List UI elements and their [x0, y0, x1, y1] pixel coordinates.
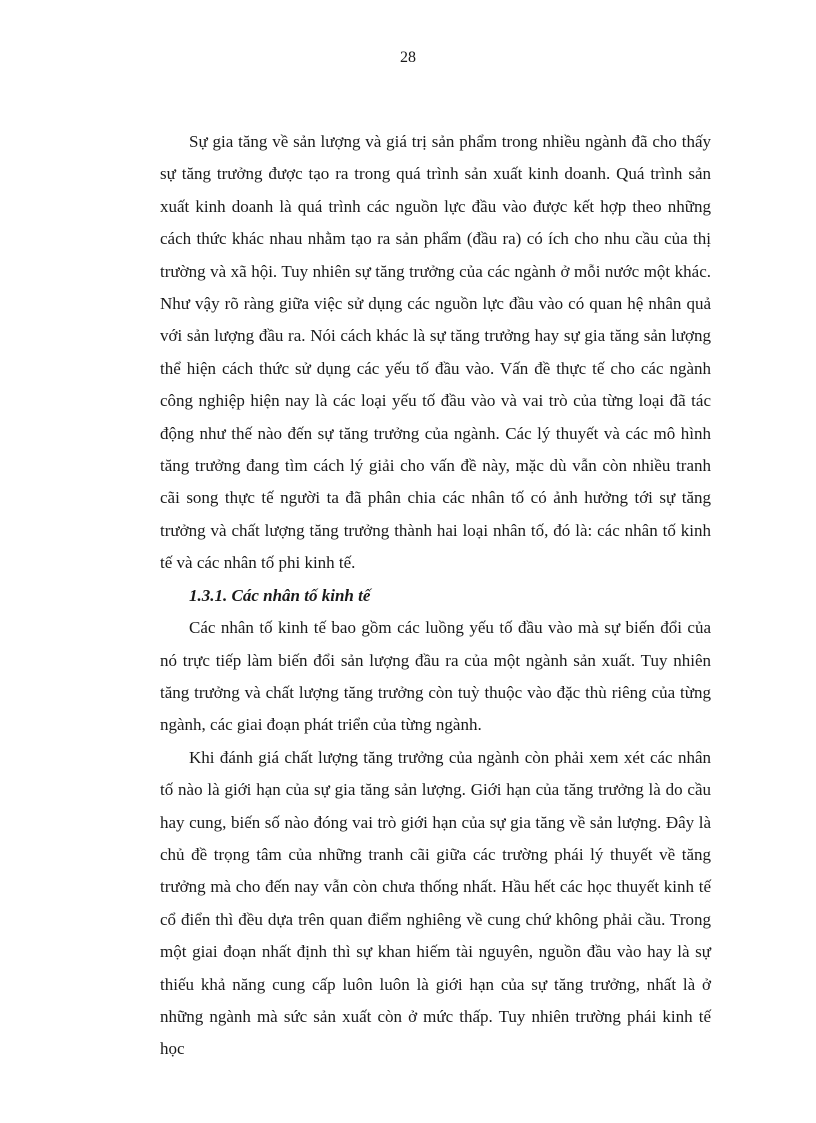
section-heading-economic-factors: 1.3.1. Các nhân tố kinh tế [189, 585, 371, 605]
paragraph-growth-factors-intro: Sự gia tăng về sản lượng và giá trị sản phẩm trong nhiều ngành đã cho thấy sự tăng trưởng được tạo ra trong quá trình sản xuất kinh doanh. Quá trình sản xuất kinh doanh là quá trình các nguồn lực đầu vào được kết hợp theo những cách thức khác nhau nhằm tạo ra sản phẩm (đầu ra) có ích cho nhu cầu của thị trường và xã hội. Tuy nhiên sự tăng trưởng của các ngành ở mỗi nước một khác. Như vậy rõ ràng giữa việc sử dụng các nguồn lực đầu vào có quan hệ nhân quả với sản lượng đầu ra. Nói cách khác là sự tăng trưởng hay sự gia tăng sản lượng thể hiện cách thức sử dụng các yếu tố đầu vào. Vấn đề thực tế cho các ngành công nghiệp hiện nay là các loại yếu tố đầu vào và vai trò của từng loại đã tác động như thế nào đến sự tăng trưởng của ngành. Các lý thuyết và các mô hình tăng trưởng đang tìm cách lý giải cho vấn đề này, mặc dù vẫn còn nhiều tranh cãi song thực tế người ta đã phân chia các nhân tố có ảnh hưởng tới sự tăng trưởng và chất lượng tăng trưởng thành hai loại nhân tố, đó là: các nhân tố kinh tế và các nhân tố phi kinh tế. [160, 132, 711, 573]
page-number: 28 [400, 49, 416, 66]
paragraph-economic-factors: Các nhân tố kinh tế bao gồm các luồng yếu tố đầu vào mà sự biến đổi của nó trực tiếp làm biến đổi sản lượng đầu ra của một ngành sản xuất. Tuy nhiên tăng trưởng và chất lượng tăng trưởng còn tuỳ thuộc vào đặc thù riêng của từng ngành, các giai đoạn phát triển của từng ngành. [160, 618, 711, 735]
paragraph-growth-limits: Khi đánh giá chất lượng tăng trưởng của ngành còn phải xem xét các nhân tố nào là giới hạn của sự gia tăng sản lượng. Giới hạn của tăng trưởng là do cầu hay cung, biến số nào đóng vai trò giới hạn của sự gia tăng về sản lượng. Đây là chủ đề trọng tâm của những tranh cãi giữa các trường phái lý thuyết về tăng trưởng mà cho đến nay vẫn còn chưa thống nhất. Hầu hết các học thuyết kinh tế cổ điển thì đều dựa trên quan điểm nghiêng về cung chứ không phải cầu. Trong một giai đoạn nhất định thì sự khan hiếm tài nguyên, nguồn đầu vào hay là sự thiếu khả năng cung cấp luôn luôn là giới hạn của sự tăng trưởng, nhất là ở những ngành mà sức sản xuất còn ở mức thấp. Tuy nhiên trường phái kinh tế học [160, 747, 711, 1059]
document-body [160, 126, 711, 1066]
